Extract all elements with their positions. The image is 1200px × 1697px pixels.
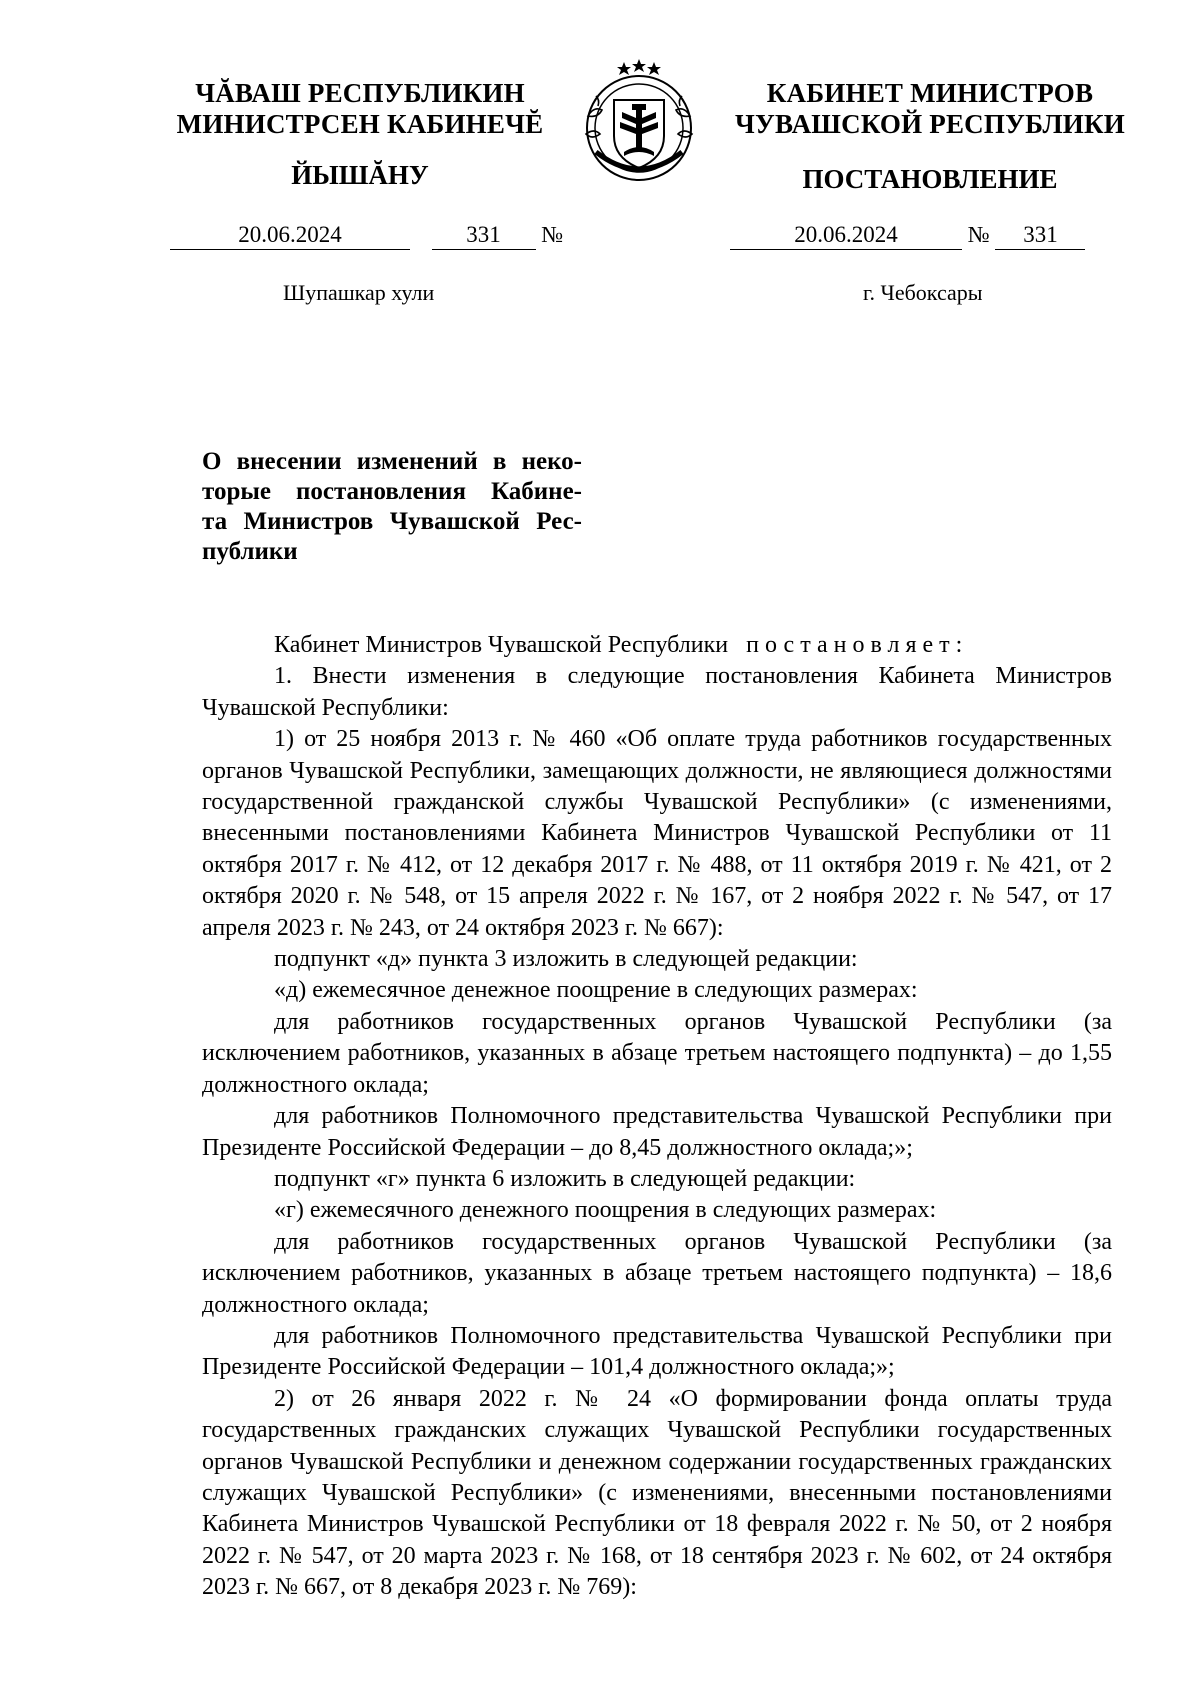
- document-title: [202, 447, 582, 567]
- registration-number-right: 331: [995, 222, 1085, 250]
- enacting-verb: постановляет:: [746, 632, 969, 658]
- paragraph: для работников Полномочного представительства Чувашской Республики при Президенте Российской Федерации – до 8,45 должностного оклада;»;: [202, 1103, 1112, 1161]
- place-left: Шупашкар хули: [283, 280, 435, 305]
- place-right: г. Чебоксары: [863, 280, 983, 305]
- paragraph: для работников Полномочного представительства Чувашской Республики при Президенте Российской Федерации – 101,4 должностного оклада;»;: [202, 1322, 1112, 1381]
- paragraph: 1. Внести изменения в следующие постановления Кабинета Министров Чувашской Республики:: [202, 663, 1112, 721]
- paragraph: «д) ежемесячное денежное поощрение в следующих размерах:: [274, 977, 918, 1004]
- paragraph: 2) от 26 января 2022 г. № 24 «О формировании фонда оплаты труда государственных гражданских служащих Чувашской Республики государственных органов Чувашской Республики и денежном содержании государственных гражданских служащих Чувашской Республики» (с изменениями, внесенными постановлениями Кабинета Министров Чувашской Республики от 18 февраля 2022 г. № 50, от 2 ноября 2022 г. № 547, от 20 марта 2023 г. № 168, от 18 сентября 2023 г. № 602, от 24 октября 2023 г. № 667, от 8 декабря 2023 г. № 769):: [202, 1385, 1112, 1601]
- header-right-line2: ЧУВАШСКОЙ РЕСПУБЛИКИ: [735, 109, 1125, 139]
- enacting-authority: Кабинет Министров Чувашской Республики: [274, 632, 729, 658]
- registration-left: [170, 222, 563, 250]
- registration-right: [730, 222, 1085, 250]
- registration-number-left: 331: [432, 222, 536, 250]
- paragraph: для работников государственных органов Чувашской Республики (за исключением работников, указанных в абзаце третьем настоящего подпункта) – до 1,55 должностного оклада;: [202, 1008, 1112, 1098]
- header-right-line1: КАБИНЕТ МИНИСТРОВ: [766, 78, 1094, 108]
- header-right-authority: [720, 78, 1140, 140]
- doc-type-right: ПОСТАНОВЛЕНИЕ: [802, 164, 1058, 194]
- header-left-line1: ЧĂВАШ РЕСПУБЛИКИН: [195, 78, 525, 108]
- number-sign-left: №: [541, 222, 564, 247]
- registration-date-right: 20.06.2024: [730, 222, 962, 250]
- header-left-line2: МИНИСТРСЕН КАБИНЕЧĔ: [176, 109, 544, 139]
- title-line: та Министров Чувашской Рес-: [202, 508, 582, 535]
- enacting-clause: [202, 630, 1112, 661]
- registration-date-left: 20.06.2024: [170, 222, 410, 250]
- title-line: торые постановления Кабине-: [202, 478, 582, 505]
- paragraph: «г) ежемесячного денежного поощрения в следующих размерах:: [274, 1197, 937, 1224]
- header-left-authority: [170, 78, 550, 140]
- title-line: публики: [202, 538, 298, 565]
- doc-type-left: ЙЫШĂНУ: [291, 160, 429, 190]
- paragraph: для работников государственных органов Чувашской Республики (за исключением работников, указанных в абзаце третьем настоящего подпункта) – 18,6 должностного оклада;: [202, 1228, 1112, 1318]
- title-line: О внесении изменений в неко-: [202, 448, 582, 475]
- paragraph: подпункт «д» пункта 3 изложить в следующей редакции:: [274, 946, 858, 973]
- chuvash-republic-emblem-icon: [574, 56, 704, 186]
- number-sign-right: №: [967, 222, 990, 247]
- paragraph: 1) от 25 ноября 2013 г. № 460 «Об оплате труда работников государственных органов Чувашской Республики, замещающих должности, не являющиеся должностями государственной гражданской службы Чувашской Республики» (с изменениями, внесенными постановлениями Кабинета Министров Чувашской Республики от 11 октября 2017 г. № 412, от 12 декабря 2017 г. № 488, от 11 октября 2019 г. № 421, от 2 октября 2020 г. № 548, от 15 апреля 2022 г. № 167, от 2 ноября 2022 г. № 547, от 17 апреля 2023 г. № 243, от 24 октября 2023 г. № 667):: [202, 726, 1112, 941]
- document-body: [202, 630, 1112, 1604]
- paragraph: подпункт «г» пункта 6 изложить в следующей редакции:: [274, 1165, 856, 1192]
